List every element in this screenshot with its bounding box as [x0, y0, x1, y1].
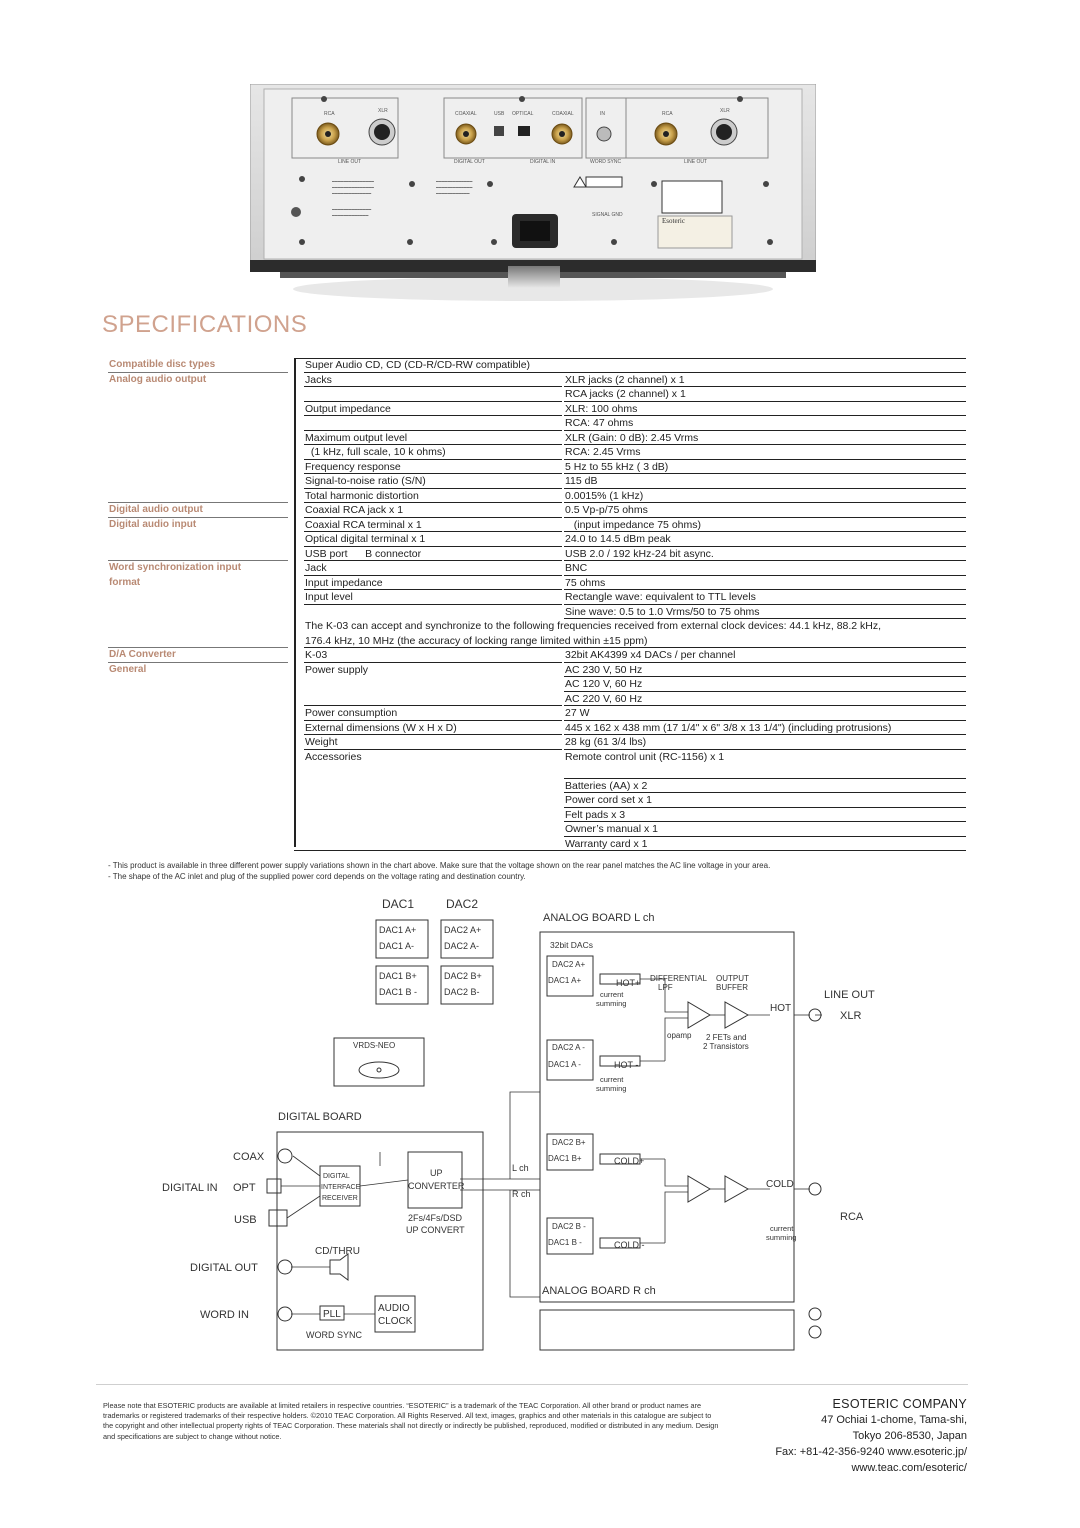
upper-dac-a-minus-2: DAC1 A -	[548, 1060, 581, 1069]
line-out-label: LINE OUT	[824, 989, 875, 1001]
rear-optical-label: OPTICAL	[512, 111, 534, 117]
word-sync-label: WORD SYNC	[306, 1330, 362, 1340]
spec-row	[102, 576, 966, 591]
spec-row	[102, 373, 966, 388]
vrds-label: VRDS-NEO	[353, 1041, 396, 1050]
spec-item: Optical digital terminal x 1	[305, 533, 426, 545]
page-title: SPECIFICATIONS	[102, 311, 308, 338]
spec-row	[102, 663, 966, 678]
spec-value: Power cord set x 1	[565, 794, 652, 806]
spec-value: Owner’s manual x 1	[565, 823, 658, 835]
rear-panel-image	[250, 84, 816, 304]
spec-value: BNC	[565, 562, 588, 574]
spec-value: 28 kg (61 3/4 lbs)	[565, 736, 647, 748]
converter-label: CONVERTER	[408, 1181, 465, 1191]
spec-row	[102, 532, 966, 547]
spec-row	[102, 619, 966, 634]
spec-value: USB 2.0 / 192 kHz-24 bit async.	[565, 547, 714, 560]
cold-plus-label: COLD+	[614, 1156, 645, 1166]
rear-word-in-label: IN	[600, 111, 605, 117]
rear-usb-label: USB	[494, 111, 505, 117]
spec-item: K-03	[305, 649, 328, 661]
spec-value: 24.0 to 14.5 dBm peak	[565, 533, 671, 545]
upconvert-label: UP CONVERT	[406, 1225, 465, 1235]
dac-input: DAC1 B -	[379, 987, 418, 997]
note-line: - The shape of the AC inlet and plug of the supplied power cord depends on the voltage rating and destination country.	[108, 872, 526, 881]
summing-label: summing	[596, 999, 627, 1008]
spec-item: Power consumption	[305, 707, 398, 719]
svg-text:▬▬▬▬▬▬▬▬▬▬▬▬▬: ▬▬▬▬▬▬▬▬▬▬▬▬▬	[436, 185, 473, 189]
rear-optical-port	[518, 126, 530, 136]
company-address-2: Tokyo 206-8530, Japan	[852, 1430, 967, 1442]
dir-label-1: DIGITAL	[323, 1173, 350, 1180]
rear-word-in-jack	[597, 127, 611, 141]
spec-value: 32bit AK4399 x4 DACs / per channel	[565, 649, 736, 661]
footer-divider	[96, 1384, 968, 1385]
spec-value: 445 x 162 x 438 mm (17 1/4" x 6" 3/8 x 13 1/4") (including protrusions)	[565, 721, 892, 734]
hot-plus-label: HOT+	[616, 978, 641, 988]
spec-category: Word synchronization input	[109, 562, 242, 573]
spec-item: Input impedance	[305, 576, 383, 589]
spec-value: 115 dB	[565, 475, 598, 487]
company-info	[775, 1396, 967, 1476]
spec-row	[102, 358, 966, 373]
spec-item: Accessories	[305, 750, 362, 763]
analog-board-r-label: ANALOG BOARD R ch	[542, 1285, 656, 1297]
rear-coaxial-in-label: COAXIAL	[552, 111, 574, 117]
opamp-label: opamp	[667, 1031, 692, 1040]
spec-row	[102, 837, 966, 852]
spec-value: Sine wave: 0.5 to 1.0 Vrms/50 to 75 ohms	[565, 605, 760, 618]
rch-label: R ch	[512, 1189, 531, 1199]
spec-row	[102, 431, 966, 446]
spec-value: 0.5 Vp-p/75 ohms	[565, 504, 648, 516]
spec-row	[102, 402, 966, 417]
spec-item: Coaxial RCA terminal x 1	[305, 518, 422, 531]
spec-row	[102, 692, 966, 707]
lower-dac-b-minus: DAC2 B -	[552, 1222, 586, 1231]
spec-category: Analog audio output	[109, 373, 207, 385]
spec-value: 27 W	[565, 707, 590, 719]
spec-row	[102, 518, 966, 533]
rear-coaxial-out-label: COAXIAL	[455, 111, 477, 117]
spec-category: D/A Converter	[109, 649, 176, 660]
spec-category: Compatible disc types	[109, 359, 216, 370]
spec-value: Felt pads x 3	[565, 808, 626, 821]
dac-input: DAC2 B+	[444, 971, 482, 981]
spec-item: Power supply	[305, 663, 369, 676]
spec-row	[102, 474, 966, 489]
cdthru-label: CD/THRU	[315, 1246, 360, 1257]
word-in-label: WORD IN	[200, 1309, 249, 1321]
spec-row	[102, 677, 966, 692]
spec-value: 5 Hz to 55 kHz ( 3 dB)	[565, 460, 669, 473]
spec-value: Batteries (AA) x 2	[565, 779, 648, 792]
spec-category: General	[109, 663, 147, 675]
spec-value: 75 ohms	[565, 576, 606, 589]
spec-value: XLR (Gain: 0 dB): 2.45 Vrms	[565, 431, 699, 444]
rear-line-out-r-label: LINE OUT	[338, 159, 362, 165]
coax-label: COAX	[233, 1151, 265, 1163]
rear-digital-out-label: DIGITAL OUT	[454, 159, 485, 165]
hot-label: HOT	[770, 1003, 792, 1014]
rear-rca-l-label: RCA	[662, 111, 673, 117]
fets-label: 2 FETs and	[706, 1033, 747, 1042]
xlr-label: XLR	[840, 1010, 862, 1022]
spec-row	[102, 779, 966, 794]
spec-category: Digital audio output	[109, 504, 203, 515]
lch-label: L ch	[512, 1163, 529, 1173]
cold-minus-label: COLD -	[614, 1240, 645, 1250]
lower-dac-b-plus: DAC2 B+	[552, 1138, 586, 1147]
spec-item: Total harmonic distortion	[305, 489, 419, 502]
spec-row	[102, 822, 966, 837]
svg-text:▬▬▬▬▬▬▬▬▬▬▬▬▬▬: ▬▬▬▬▬▬▬▬▬▬▬▬▬▬	[332, 191, 372, 195]
output-label: OUTPUT	[716, 974, 749, 983]
spec-row	[102, 793, 966, 808]
bit-dacs-label: 32bit DACs	[550, 940, 593, 950]
dac-input: DAC1 A-	[379, 941, 415, 951]
svg-text:▬▬▬▬▬▬▬▬▬▬▬▬▬▬▬: ▬▬▬▬▬▬▬▬▬▬▬▬▬▬▬	[332, 185, 374, 189]
rear-xlr-l-label: XLR	[720, 108, 730, 114]
current-label: current	[600, 990, 624, 999]
spec-row	[102, 648, 966, 663]
svg-text:▬▬▬▬▬▬▬▬▬▬▬▬▬: ▬▬▬▬▬▬▬▬▬▬▬▬▬	[332, 213, 369, 217]
spec-item: External dimensions (W x H x D)	[305, 721, 457, 734]
svg-text:▬▬▬▬▬▬▬▬▬▬▬▬▬▬: ▬▬▬▬▬▬▬▬▬▬▬▬▬▬	[332, 207, 372, 211]
svg-text:▬▬▬▬▬▬▬▬▬▬▬▬: ▬▬▬▬▬▬▬▬▬▬▬▬	[436, 191, 470, 195]
dac-input: DAC1 A+	[379, 925, 417, 935]
spec-row	[102, 416, 966, 431]
spec-value: Rectangle wave: equivalent to TTL levels	[565, 591, 756, 603]
rear-digital-in-label: DIGITAL IN	[530, 159, 556, 165]
summing-label: summing	[596, 1084, 627, 1093]
spec-item: Input level	[305, 591, 353, 603]
rear-rca-r-label: RCA	[324, 111, 335, 117]
spec-row	[102, 764, 966, 779]
digital-in-label: DIGITAL IN	[162, 1182, 218, 1194]
opt-label: OPT	[233, 1182, 256, 1194]
legal-notice: Please note that ESOTERIC products are available at limited retailers in respective countries. “ESOTERIC” is a trademark of the TEAC Corporation. All other brand or product names are trademarks or registered trademarks of their respective holders. ©2010 TEAC Corporation. All Rights Reserved. All text, images, graphics and other materials in this catalogue are subject to the copyright and other intellectual property rights of TEAC Corporation. These materials shall not directly or indirectly be published, reproduced, modified or distributed in any medium. Design and specifications are subject to change without notice.	[103, 1401, 719, 1441]
analog-board-l-label: ANALOG BOARD L ch	[543, 912, 655, 924]
spec-note: 176.4 kHz, 10 MHz (the accuracy of locking range limited within ±15 ppm)	[305, 634, 648, 647]
note-line: - This product is available in three different power supply variations shown in the chart above. Make sure that the voltage shown on the rear panel matches the AC line voltage in your area.	[108, 861, 771, 870]
spec-value: AC 120 V, 60 Hz	[565, 678, 643, 690]
lpf-label: LPF	[658, 983, 673, 992]
specifications-table	[102, 358, 966, 851]
spec-value: AC 220 V, 60 Hz	[565, 692, 643, 705]
company-address-1: 47 Ochiai 1-chome, Tama-shi,	[821, 1414, 967, 1426]
company-contact: Fax: +81-42-356-9240 www.esoteric.jp/	[775, 1446, 967, 1458]
spec-item: (1 kHz, full scale, 10 k ohms)	[305, 446, 446, 458]
spec-category-cont: format	[109, 576, 141, 588]
spec-value: RCA: 2.45 Vrms	[565, 446, 641, 458]
spec-item: Signal-to-noise ratio (S/N)	[305, 475, 426, 487]
buffer-label: BUFFER	[716, 983, 748, 992]
transistors-label: 2 Transistors	[703, 1042, 749, 1051]
dac-input: DAC2 A-	[444, 941, 480, 951]
company-website[interactable]: www.teac.com/esoteric/	[851, 1462, 967, 1474]
spec-value: 0.0015% (1 kHz)	[565, 489, 644, 502]
spec-item: USB port B connector	[305, 547, 422, 560]
fs-label: 2Fs/4Fs/DSD	[408, 1213, 463, 1223]
dir-label-3: RECEIVER	[322, 1195, 358, 1202]
spec-row	[102, 503, 966, 518]
spec-row	[102, 706, 966, 721]
upper-dac-a-plus-2: DAC1 A+	[548, 976, 582, 985]
spec-row	[102, 445, 966, 460]
spec-row	[102, 489, 966, 504]
rear-word-sync-label: WORD SYNC	[590, 159, 622, 165]
differential-label: DIFFERENTIAL	[650, 974, 707, 983]
current-label: current	[770, 1224, 794, 1233]
spec-row	[102, 634, 966, 649]
upper-dac-a-plus: DAC2 A+	[552, 960, 586, 969]
svg-text:▬▬▬▬▬▬▬▬▬▬▬▬▬: ▬▬▬▬▬▬▬▬▬▬▬▬▬	[436, 179, 473, 183]
svg-text:▬▬▬▬▬▬▬▬▬▬▬▬▬▬▬: ▬▬▬▬▬▬▬▬▬▬▬▬▬▬▬	[332, 179, 374, 183]
up-label: UP	[430, 1168, 443, 1178]
audio-label: AUDIO	[378, 1303, 410, 1314]
spec-category: Digital audio input	[109, 518, 197, 530]
spec-row	[102, 460, 966, 475]
rear-usb-port	[494, 126, 504, 136]
spec-row	[102, 750, 966, 765]
clock-label: CLOCK	[378, 1316, 413, 1327]
spec-row	[102, 605, 966, 620]
spec-item: Maximum output level	[305, 431, 408, 444]
spec-item: Jacks	[305, 373, 332, 386]
spec-row	[102, 808, 966, 823]
spec-value: RCA: 47 ohms	[565, 417, 634, 429]
dac-input: DAC1 B+	[379, 971, 417, 981]
spec-row	[102, 547, 966, 562]
dac-input: DAC2 A+	[444, 925, 482, 935]
spec-value: (input impedance 75 ohms)	[565, 518, 701, 531]
lower-dac-b-plus-2: DAC1 B+	[548, 1154, 582, 1163]
dac2-title: DAC2	[446, 897, 479, 911]
dir-label-2: INTERFACE	[321, 1184, 361, 1191]
pll-label: PLL	[323, 1309, 341, 1320]
spec-note: The K-03 can accept and synchronize to the following frequencies received from external clock devices: 44.1 kHz, 88.2 kHz,	[305, 620, 882, 632]
spec-value: Remote control unit (RC-1156) x 1	[565, 750, 725, 763]
spec-value: AC 230 V, 50 Hz	[565, 663, 643, 676]
spec-item: Weight	[305, 736, 338, 748]
rear-xlr-r-label: XLR	[378, 108, 388, 114]
spec-item: Output impedance	[305, 402, 391, 415]
rear-brand-plate: Esoteric	[662, 217, 685, 225]
dac1-title: DAC1	[382, 897, 415, 911]
spec-value: RCA jacks (2 channel) x 1	[565, 388, 686, 400]
rear-line-out-l-label: LINE OUT	[684, 159, 708, 165]
usb-label: USB	[234, 1214, 257, 1226]
spec-value: XLR jacks (2 channel) x 1	[565, 373, 685, 386]
rear-signal-gnd-label: SIGNAL GND	[592, 212, 623, 218]
upper-dac-a-minus: DAC2 A -	[552, 1043, 585, 1052]
digital-board-label: DIGITAL BOARD	[278, 1111, 362, 1123]
dac-input: DAC2 B-	[444, 987, 480, 997]
company-name: ESOTERIC COMPANY	[832, 1397, 967, 1411]
spec-item: Coaxial RCA jack x 1	[305, 504, 404, 516]
block-diagram	[150, 892, 950, 1362]
digital-out-label: DIGITAL OUT	[190, 1262, 258, 1274]
spec-value: Super Audio CD, CD (CD-R/CD-RW compatible)	[305, 359, 531, 371]
current-label: current	[600, 1075, 624, 1084]
summing-label: summing	[766, 1233, 797, 1242]
spec-value: Warranty card x 1	[565, 837, 648, 850]
cold-label: COLD	[766, 1179, 794, 1190]
spec-row	[102, 387, 966, 402]
spec-value: XLR: 100 ohms	[565, 402, 638, 415]
spec-row	[102, 561, 966, 576]
rca-label: RCA	[840, 1211, 864, 1223]
spec-notes	[108, 860, 770, 882]
spec-row	[102, 721, 966, 736]
spec-item: Frequency response	[305, 460, 401, 473]
spec-row	[102, 590, 966, 605]
lower-dac-b-minus-2: DAC1 B -	[548, 1238, 582, 1247]
spec-item: Jack	[305, 562, 327, 574]
spec-row	[102, 735, 966, 750]
hot-minus-label: HOT -	[614, 1060, 639, 1070]
